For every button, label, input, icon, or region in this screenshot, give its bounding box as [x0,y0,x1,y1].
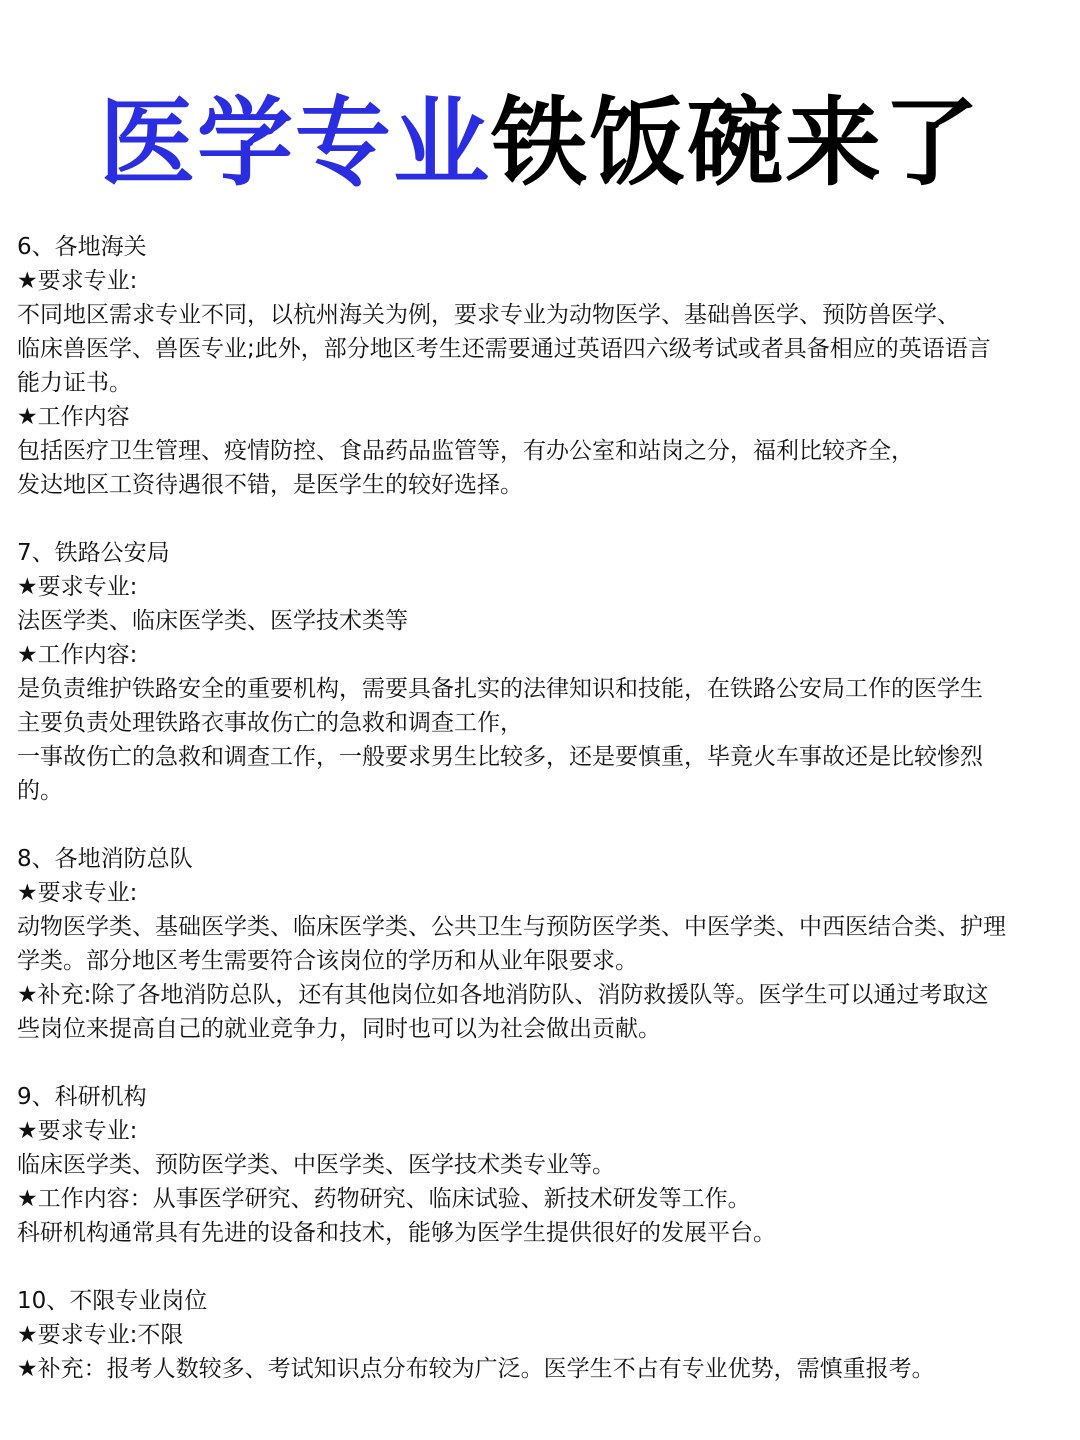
section-heading: 10、不限专业岗位 [17,1288,208,1314]
paragraph-line: 能力证书。 [17,370,132,396]
paragraph-line: 临床医学类、预防医学类、中医学类、医学技术类专业等。 [17,1152,615,1178]
section-railway-police [17,536,1067,808]
paragraph-line: 法医学类、临床医学类、医学技术类等 [17,608,408,634]
section-heading: 6、各地海关 [17,234,147,260]
paragraph-line: ★补充：报考人数较多、考试知识点分布较为广泛。医学生不占有专业优势，需慎重报考。 [17,1356,935,1382]
section-heading: 9、科研机构 [17,1084,147,1110]
paragraph-line: ★要求专业: [17,1118,138,1144]
paragraph-line: ★工作内容: [17,642,138,668]
paragraph-line: ★要求专业: [17,268,138,294]
section-customs [17,230,1067,502]
section-fire-brigade [17,842,1067,1046]
page-title [0,88,1080,198]
article-body [17,230,1067,1420]
paragraph-line: 科研机构通常具有先进的设备和技术，能够为医学生提供很好的发展平台。 [17,1220,776,1246]
paragraph-line: ★要求专业:不限 [17,1322,184,1348]
section-heading: 7、铁路公安局 [17,540,170,566]
paragraph-line: 动物医学类、基础医学类、临床医学类、公共卫生与预防医学类、中医学类、中西医结合类、护理 [17,914,1006,940]
paragraph-line: 些岗位来提高自己的就业竞争力，同时也可以为社会做出贡献。 [17,1016,661,1042]
paragraph-line: 发达地区工资待遇很不错，是医学生的较好选择。 [17,472,523,498]
paragraph-line: 是负责维护铁路安全的重要机构，需要具备扎实的法律知识和技能，在铁路公安局工作的医学生 [17,676,983,702]
paragraph-line: ★补充:除了各地消防总队，还有其他岗位如各地消防队、消防救援队等。医学生可以通过考取这 [17,982,989,1008]
paragraph-line: 临床兽医学、兽医专业;此外，部分地区考生还需要通过英语四六级考试或者具备相应的英语语言 [17,336,991,362]
paragraph-line: ★工作内容 [17,404,130,430]
paragraph-line: ★要求专业: [17,880,138,906]
paragraph-line: 不同地区需求专业不同，以杭州海关为例，要求专业为动物医学、基础兽医学、预防兽医学、 [17,302,960,328]
paragraph-line: 学类。部分地区考生需要符合该岗位的学历和从业年限要求。 [17,948,638,974]
section-heading: 8、各地消防总队 [17,846,193,872]
paragraph-line: 一事故伤亡的急救和调查工作，一般要求男生比较多，还是要慎重，毕竟火车事故还是比较惨烈 [17,744,983,770]
section-research [17,1080,1067,1250]
paragraph-line: 主要负责处理铁路衣事故伤亡的急救和调查工作， [17,710,523,736]
section-unrestricted [17,1284,1067,1386]
paragraph-line: 的。 [17,778,63,804]
title-highlight: 医学专业 [99,87,491,199]
paragraph-line: 包括医疗卫生管理、疫情防控、食品药品监管等，有办公室和站岗之分，福利比较齐全， [17,438,914,464]
title-main: 铁饭碗来了 [491,87,981,199]
paragraph-line: ★工作内容：从事医学研究、药物研究、临床试验、新技术研发等工作。 [17,1186,751,1212]
paragraph-line: ★要求专业: [17,574,138,600]
